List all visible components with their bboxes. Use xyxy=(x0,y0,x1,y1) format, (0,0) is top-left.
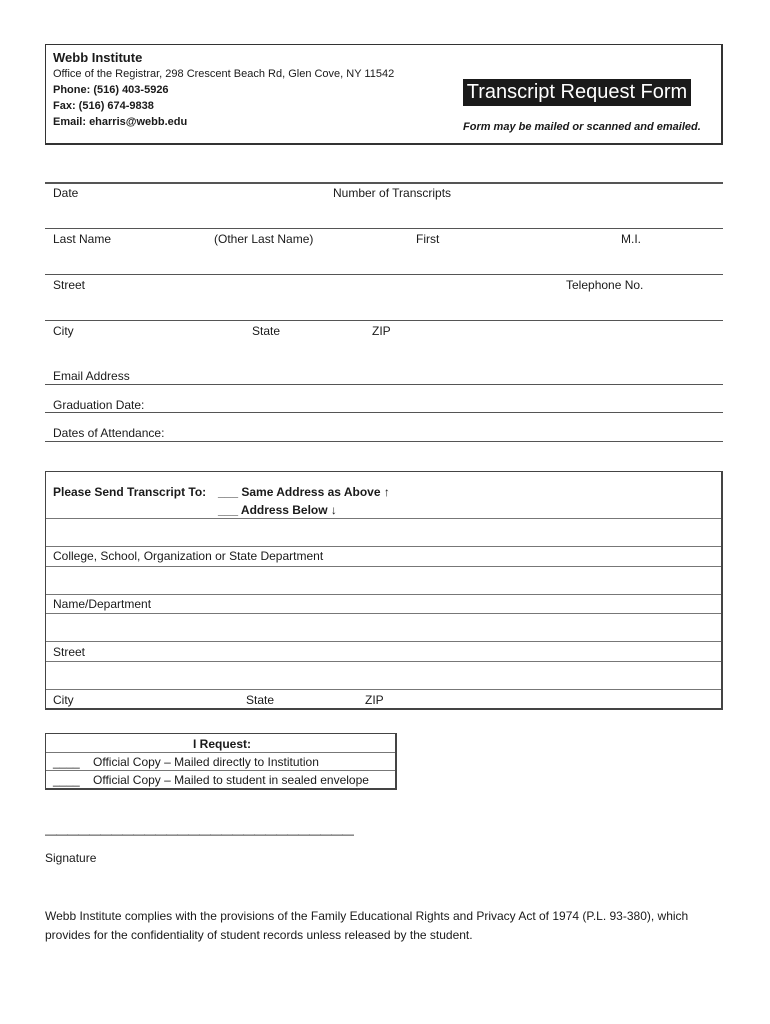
row-divider xyxy=(46,594,721,595)
same-address-option[interactable]: ___ Same Address as Above ↑ xyxy=(218,485,390,499)
form-title: Transcript Request Form xyxy=(463,79,691,106)
option2-blank[interactable]: ____ xyxy=(53,773,80,787)
send-city-label: City xyxy=(53,693,74,707)
phone-number: Phone: (516) 403-5926 xyxy=(53,84,169,96)
row-divider xyxy=(46,518,721,519)
state-label: State xyxy=(252,324,281,338)
send-to-label: Please Send Transcript To: xyxy=(53,485,207,499)
name-department-label: Name/Department xyxy=(53,597,152,611)
request-option-institution: Official Copy – Mailed directly to Institution xyxy=(93,755,319,769)
send-zip-label: ZIP xyxy=(365,693,384,707)
telephone-label: Telephone No. xyxy=(566,278,644,292)
mail-note: Form may be mailed or scanned and emailed. xyxy=(463,121,701,133)
send-street-label: Street xyxy=(53,645,86,659)
divider xyxy=(45,182,723,184)
middle-initial-label: M.I. xyxy=(621,232,641,246)
ferpa-notice: Webb Institute complies with the provisions of the Family Educational Rights and Privacy Act of 1974 (P.L. 93-380), which provides for the confidentiality of student records unless released by the student. xyxy=(45,909,689,942)
signature-label: Signature xyxy=(45,851,97,865)
email-contact: Email: eharris@webb.edu xyxy=(53,116,188,128)
row-divider xyxy=(46,546,721,547)
first-name-label: First xyxy=(416,232,440,246)
row-divider xyxy=(46,613,721,614)
send-transcript-box xyxy=(45,471,723,710)
divider xyxy=(45,320,723,321)
other-last-name-label: (Other Last Name) xyxy=(214,232,314,246)
email-address-label: Email Address xyxy=(53,369,130,383)
zip-label: ZIP xyxy=(372,324,391,338)
city-label: City xyxy=(53,324,74,338)
dates-attendance-label: Dates of Attendance: xyxy=(53,426,165,440)
row-divider xyxy=(46,689,721,690)
divider xyxy=(45,412,723,413)
last-name-label: Last Name xyxy=(53,232,112,246)
row-divider xyxy=(46,752,395,753)
date-field-label: Date xyxy=(53,186,79,200)
row-divider xyxy=(46,661,721,662)
address-below-option[interactable]: ___ Address Below ↓ xyxy=(218,503,337,517)
send-state-label: State xyxy=(246,693,275,707)
divider xyxy=(45,228,723,229)
request-title: I Request: xyxy=(193,737,252,751)
graduation-date-label: Graduation Date: xyxy=(53,398,145,412)
row-divider xyxy=(46,770,395,771)
divider xyxy=(45,441,723,442)
request-option-student: Official Copy – Mailed to student in sealed envelope xyxy=(93,773,369,787)
num-transcripts-label: Number of Transcripts xyxy=(333,186,452,200)
row-divider xyxy=(46,641,721,642)
divider xyxy=(45,274,723,275)
institution-name: Webb Institute xyxy=(53,50,143,65)
row-divider xyxy=(46,566,721,567)
signature-line[interactable]: ———————————————————————————— xyxy=(45,827,353,841)
street-label: Street xyxy=(53,278,86,292)
option1-blank[interactable]: ____ xyxy=(53,755,80,769)
fax-number: Fax: (516) 674-9838 xyxy=(53,100,154,112)
college-label: College, School, Organization or State Department xyxy=(53,549,324,563)
divider xyxy=(45,384,723,385)
registrar-address: Office of the Registrar, 298 Crescent Beach Rd, Glen Cove, NY 11542 xyxy=(53,68,395,80)
